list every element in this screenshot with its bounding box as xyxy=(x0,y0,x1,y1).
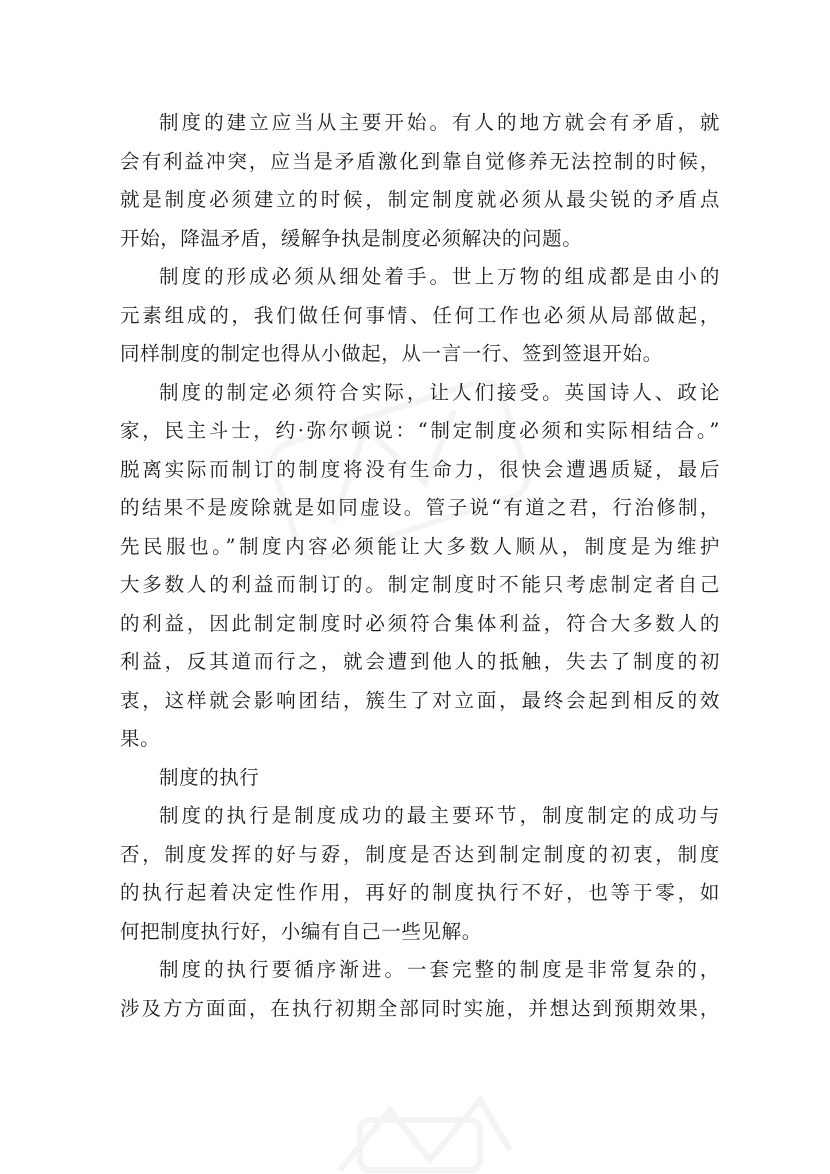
text-line: 制度的制定必须符合实际，让人们接受。英国诗人、政论 xyxy=(159,380,720,404)
text-line: 涉及方方面面，在执行初期全部同时实施，并想达到预期效果， xyxy=(120,996,720,1020)
text-line: 利益，反其道而行之，就会遭到他人的抵触，失去了制度的初 xyxy=(120,650,720,673)
text-line: 否，制度发挥的好与孬，制度是否达到制定制度的初衷，制度 xyxy=(120,842,720,866)
text-line: 的结果不是废除就是如同虚设。管子说“有道之君，行治修制， xyxy=(120,496,720,519)
text-line: 就是制度必须建立的时候，制定制度就必须从最尖锐的矛盾点 xyxy=(120,188,720,211)
text-line: 家，民主斗士，约·弥尔顿说：“制定制度必须和实际相结合。” xyxy=(120,419,720,442)
text-line: 何把制度执行好，小编有自己一些见解。 xyxy=(120,919,482,943)
text-line: 开始，降温矛盾，缓解争执是制度必须解决的问题。 xyxy=(120,226,583,250)
text-line: 果。 xyxy=(120,727,161,750)
text-line: 的利益，因此制定制度时必须符合集体利益，符合大多数人的 xyxy=(120,611,720,635)
paragraph xyxy=(120,374,720,759)
text-line: 会有利益冲突，应当是矛盾激化到靠自觉修养无法控制的时候， xyxy=(120,149,720,173)
text-line: 元素组成的，我们做任何事情、任何工作也必须从局部做起， xyxy=(120,303,720,327)
paragraph xyxy=(120,258,720,374)
text-line: 同样制度的制定也得从小做起，从一言一行、签到签退开始。 xyxy=(120,342,663,365)
text-line: 制度的执行是制度成功的最主要环节，制度制定的成功与 xyxy=(159,804,720,827)
paragraph xyxy=(120,797,720,951)
text-line: 脱离实际而制订的制度将没有生命力，很快会遭遇质疑，最后 xyxy=(120,457,720,481)
text-line: 大多数人的利益而制订的。制定制度时不能只考虑制定者自己 xyxy=(120,573,720,596)
section-heading-block xyxy=(120,759,720,798)
document-body xyxy=(120,104,720,1028)
text-line: 的执行起着决定性作用，再好的制度执行不好，也等于零，如 xyxy=(120,881,720,904)
text-line: 先民服也。”制度内容必须能让大多数人顺从，制度是为维护 xyxy=(120,534,720,558)
text-line: 制度的执行要循序渐进。一套完整的制度是非常复杂的， xyxy=(159,958,720,981)
text-line: 衷，这样就会影响团结，簇生了对立面，最终会起到相反的效 xyxy=(120,688,720,712)
paragraph xyxy=(120,951,720,1028)
text-line: 制度的建立应当从主要开始。有人的地方就会有矛盾，就 xyxy=(159,111,720,134)
section-heading: 制度的执行 xyxy=(159,765,260,789)
text-line: 制度的形成必须从细处着手。世上万物的组成都是由小的 xyxy=(159,265,720,288)
paragraph xyxy=(120,104,720,258)
watermark-logo-icon xyxy=(320,1090,520,1174)
